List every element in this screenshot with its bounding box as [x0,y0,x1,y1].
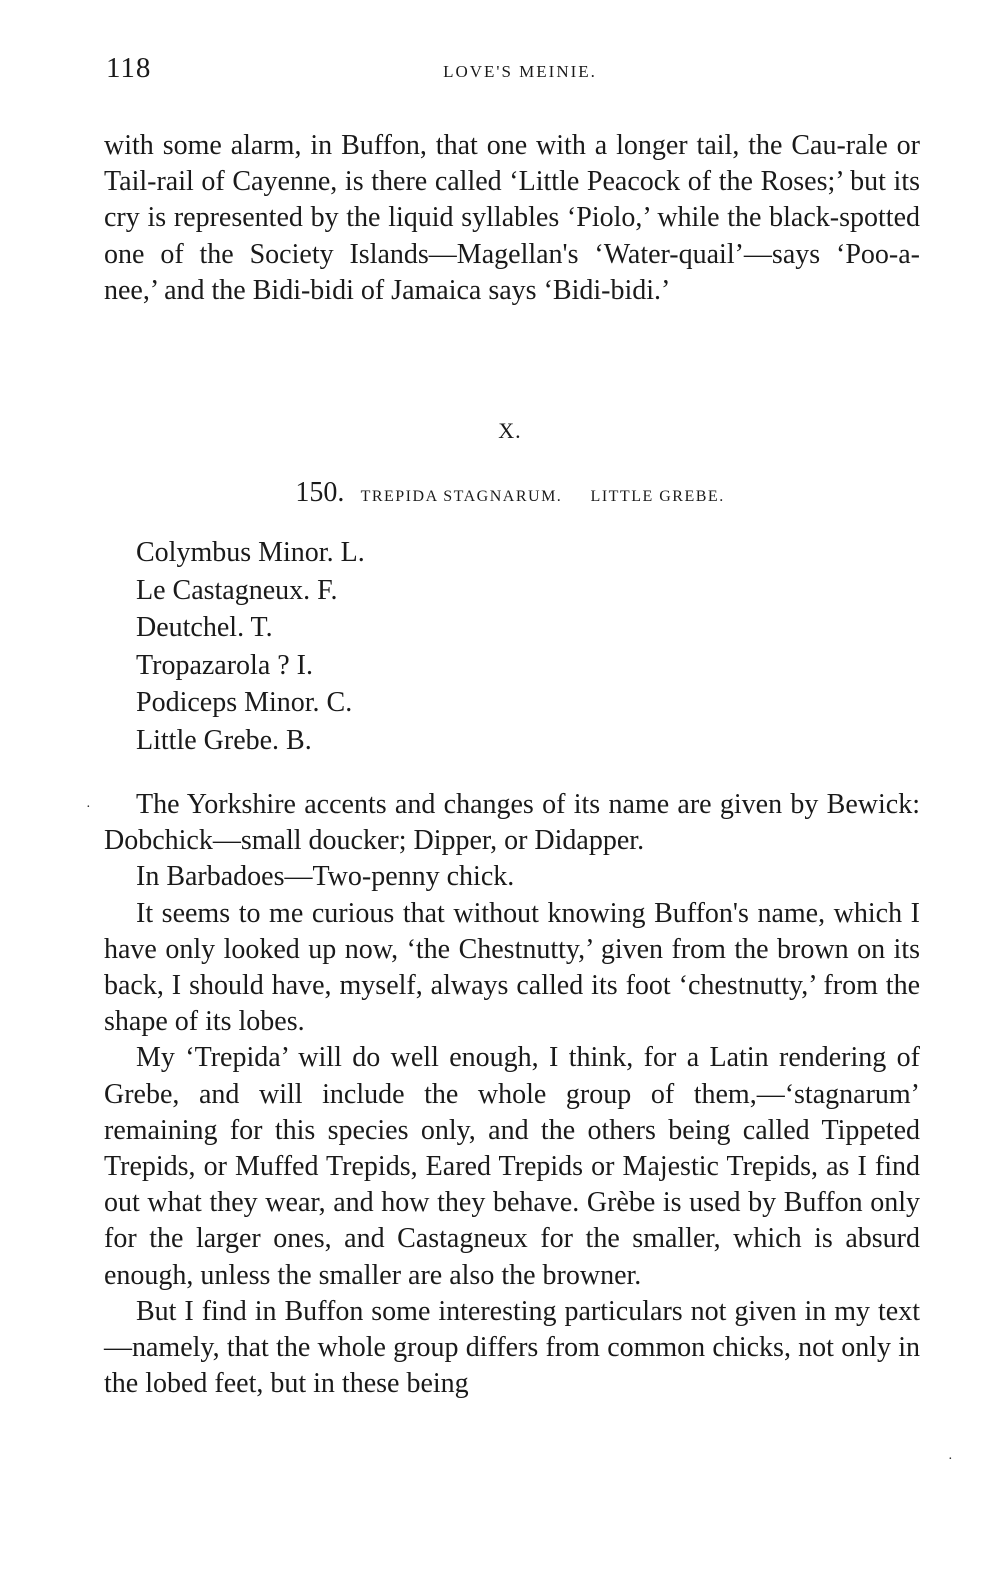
synonym-item: Little Grebe. B. [136,724,312,756]
synonym-item: Podiceps Minor. C. [136,687,353,719]
stray-ink-mark: · [948,1452,953,1467]
section-numeral: X. [498,418,522,443]
paragraph: In Barbadoes—Two-penny chick. [136,861,515,893]
paragraph: It seems to me curious that without knowing Buffon's name, which I have only looked up now, ‘the Chestnutty,’ given from the brown on its back, I should have, myself, always called its foot ‘chestnutty,’ from the shape of its lobes. [104,897,920,1038]
synonym-list [136,534,365,760]
synonym-item: Le Castagneux. F. [136,574,338,606]
main-text-block [104,787,920,1402]
paragraph: The Yorkshire accents and changes of its name are given by Bewick: Dobchick—small doucker; Dipper, or Didapper. [104,789,920,857]
paragraph: My ‘Trepida’ will do well enough, I think, for a Latin rendering of Grebe, and will include the whole group of them,—‘stagnarum’ remaining for this species only, and the others being called Tippeted Trepids, or Muffed Trepids, Eared Trepids or Majestic Trepids, as I find out what they wear, and how they behave. Grèbe is used by Buffon only for the larger ones, and Castagneux for the smaller, which is absurd enough, unless the smaller are also the browner. [104,1042,920,1291]
synonym-item: Deutchel. T. [136,612,273,644]
paragraph: But I find in Buffon some interesting particulars not given in my text—namely, that the whole group differs from common chicks, not only in the lobed feet, but in these being [104,1295,920,1400]
common-name: LITTLE GREBE. [590,488,725,505]
species-heading [0,477,1000,509]
entry-number: 150. [295,477,345,508]
opening-paragraph: with some alarm, in Buffon, that one with a longer tail, the Cau-rale or Tail-rail of Cayenne, is there called ‘Little Peacock of the Roses;’ but its cry is represented by the liquid syllables ‘Piolo,’ while the black-spotted one of the Society Islands—Magellan's ‘Water-quail’—says ‘Poo-a-nee,’ and the Bidi-bidi of Jamaica says ‘Bidi-bidi.’ [104,130,920,306]
opening-paragraph-block [104,128,920,309]
synonym-item: Colymbus Minor. L. [136,537,365,568]
running-title: LOVE'S MEINIE. [443,62,597,81]
latin-name: TREPIDA STAGNARUM. [360,488,563,505]
stray-ink-mark: · [86,800,91,815]
synonym-item: Tropazarola ? I. [136,649,314,681]
page-number: 118 [106,52,152,84]
